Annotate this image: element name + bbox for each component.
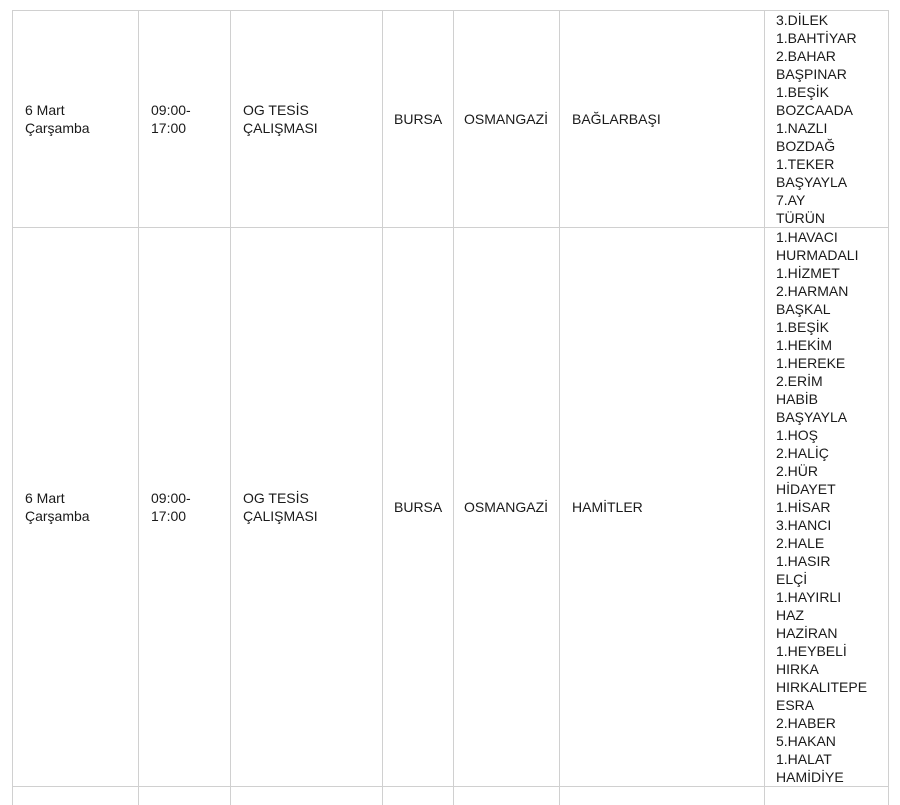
street-item: TÜRÜN (776, 210, 825, 226)
table-row (13, 11, 889, 228)
street-item: HAZ (776, 607, 804, 623)
street-item: 7.AY (776, 192, 806, 208)
street-item: 1.NAZLI (776, 120, 828, 136)
street-item: 2.HABER (776, 715, 836, 731)
street-item: 1.HAYIRLI (776, 589, 842, 605)
street-item: 1.HALAT (776, 751, 832, 767)
street-item: HAMİDİYE (776, 769, 844, 785)
street-item: 2.HARMAN (776, 283, 849, 299)
city-cell: BURSA (383, 11, 454, 228)
work-type-cell (231, 228, 383, 787)
street-item: 2.HALE (776, 535, 825, 551)
street-item: 1.HOŞ (776, 427, 819, 443)
work-type-line: OG TESİS (243, 490, 309, 506)
neighborhood-cell: HAMİTLER (560, 228, 765, 787)
table-row (13, 228, 889, 787)
date-weekday: Çarşamba (25, 508, 90, 524)
street-item: 1.HEYBELİ (776, 643, 847, 659)
street-item: 3.DİLEK (776, 12, 829, 28)
street-item: 1.BAHTİYAR (776, 30, 857, 46)
date-cell (13, 11, 139, 228)
district-cell: OSMANGAZİ (454, 11, 560, 228)
street-item: 1.HEKİM (776, 337, 833, 353)
street-item: HIRKALITEPE (776, 679, 868, 695)
street-item: BOZCAADA (776, 102, 854, 118)
neighborhood-cell: BAĞLARBAŞI (560, 11, 765, 228)
time-end: 17:00 (151, 120, 187, 136)
time-cell (139, 11, 231, 228)
street-item: BAŞPINAR (776, 66, 847, 82)
street-item: BOZDAĞ (776, 138, 836, 154)
time-end: 17:00 (151, 508, 187, 524)
street-item: 2.BAHAR (776, 48, 836, 64)
date-day: 6 Mart (25, 490, 65, 506)
work-type-line: ÇALIŞMASI (243, 120, 318, 136)
street-item: 1.HİZMET (776, 265, 840, 281)
street-item: HURMADALI (776, 247, 859, 263)
street-item: HİDAYET (776, 481, 836, 497)
street-item: BAŞYAYLA (776, 409, 848, 425)
street-item: 2.HÜR (776, 463, 819, 479)
street-item: 5.HAKAN (776, 733, 836, 749)
street-item: 1.HASIR (776, 553, 831, 569)
time-start: 09:00- (151, 490, 191, 506)
streets-cell (765, 228, 889, 787)
work-type-line: ÇALIŞMASI (243, 508, 318, 524)
city-cell (383, 787, 454, 805)
date-day: 6 Mart (25, 102, 65, 118)
city-cell: BURSA (383, 228, 454, 787)
time-start: 09:00- (151, 102, 191, 118)
street-item: 3.HANCI (776, 517, 832, 533)
street-item: 2.HALİÇ (776, 445, 829, 461)
street-item: HABİB (776, 391, 819, 407)
street-item: BAŞYAYLA (776, 174, 848, 190)
work-type-cell (231, 11, 383, 228)
street-item: 1.TEKER (776, 156, 835, 172)
street-item: 1.HİSAR (776, 499, 831, 515)
date-cell (13, 787, 139, 805)
street-item: HIRKA (776, 661, 819, 677)
streets-cell (765, 787, 889, 805)
time-cell (139, 787, 231, 805)
street-item: ELÇİ (776, 571, 808, 587)
street-item: 2.ERİM (776, 373, 823, 389)
street-item: HAZİRAN (776, 625, 838, 641)
streets-cell (765, 11, 889, 228)
outage-table (12, 10, 889, 805)
street-item: 1.BEŞİK (776, 319, 829, 335)
table-row (13, 787, 889, 805)
neighborhood-cell (560, 787, 765, 805)
work-type-cell (231, 787, 383, 805)
district-cell (454, 787, 560, 805)
work-type-line: OG TESİS (243, 102, 309, 118)
street-item: 1.HAVACI (776, 229, 838, 245)
date-weekday: Çarşamba (25, 120, 90, 136)
time-cell (139, 228, 231, 787)
street-item: 1.HEREKE (776, 355, 846, 371)
street-item: 1.BEŞİK (776, 84, 829, 100)
street-item: BAŞKAL (776, 301, 831, 317)
date-cell (13, 228, 139, 787)
district-cell: OSMANGAZİ (454, 228, 560, 787)
street-item: ESRA (776, 697, 815, 713)
